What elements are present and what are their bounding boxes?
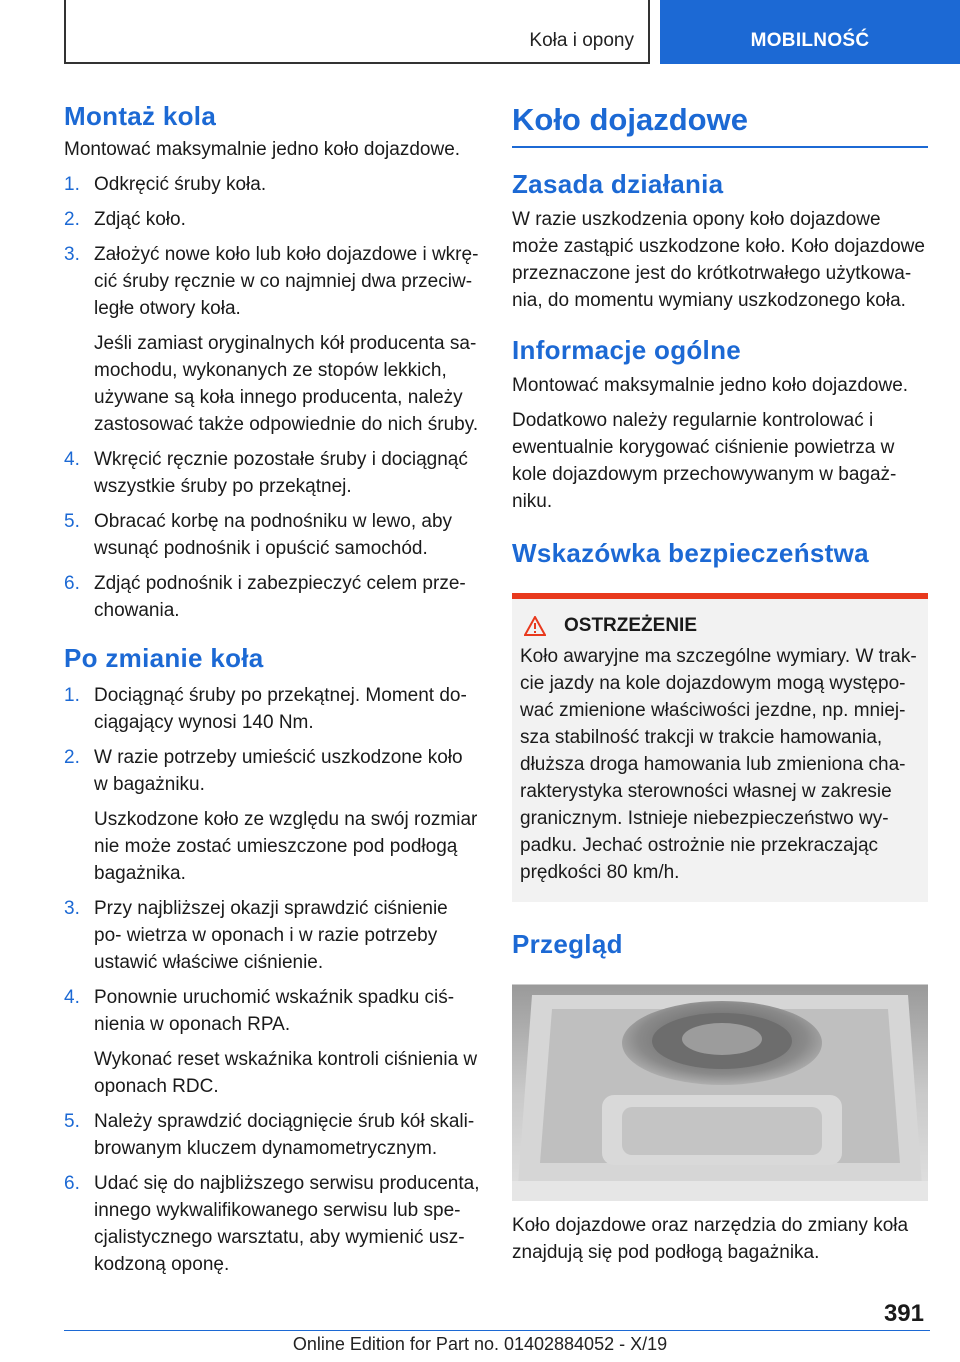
step-number: 3. <box>64 244 80 265</box>
step-number: 3. <box>64 898 80 919</box>
list-item <box>64 171 480 198</box>
list-item <box>64 984 480 1100</box>
step-number: 4. <box>64 987 80 1008</box>
step-note: Jeśli zamiast oryginalnych kół producenta sa‐ mochodu, wykonanych ze stopów lekkich, używane są koła innego producenta, należy zastosować także odpowiednie do nich śruby. <box>94 333 479 435</box>
after-steps-list <box>64 682 480 1278</box>
chapter-title: MOBILNOŚĆ <box>750 30 870 51</box>
step-text: Należy sprawdzić dociągnięcie śrub kół skali‐ browanym kluczem dynamometrycznym. <box>94 1111 475 1159</box>
step-text: Obracać korbę na podnośniku w lewo, aby wsunąć podnośnik i opuścić samochód. <box>94 511 453 559</box>
mount-intro: Montować maksymalnie jedno koło dojazdowe. <box>64 139 461 160</box>
step-number: 1. <box>64 685 80 706</box>
step-number: 2. <box>64 747 80 768</box>
section-title: Koła i opony <box>529 30 634 51</box>
mount-heading: Montaż kola <box>64 101 217 131</box>
general-heading: Informacje ogólne <box>512 335 742 365</box>
step-text: Założyć nowe koło lub koło dojazdowe i wkrę‐ cić śruby ręcznie w co najmniej dwa przeciw‐ ległe otwory koła. <box>94 244 479 319</box>
general-text-1: Montować maksymalnie jedno koło dojazdowe. <box>512 375 909 396</box>
warning-box <box>512 593 928 902</box>
page-title: Koło dojazdowe <box>512 100 928 148</box>
step-text: Ponownie uruchomić wskaźnik spadku ciś‐ nienia w oponach RPA. <box>94 987 455 1035</box>
page-number: 391 <box>883 1300 924 1327</box>
safety-heading: Wskazówka bezpieczeństwa <box>512 538 869 568</box>
page-header <box>0 0 960 66</box>
step-note: Wykonać reset wskaźnika kontroli ciśnienia w oponach RDC. <box>94 1049 478 1097</box>
principle-heading: Zasada działania <box>512 169 724 199</box>
step-number: 1. <box>64 174 80 195</box>
section-tab <box>64 0 650 64</box>
trunk-spare-wheel-photo <box>512 984 928 1200</box>
step-text: Zdjąć podnośnik i zabezpieczyć celem prze‐ chowania. <box>94 573 466 621</box>
step-text: Przy najbliższej okazji sprawdzić ciśnienie po‐ wietrza w oponach i w razie potrzeby ustawić właściwe ciśnienie. <box>94 898 448 973</box>
list-item <box>64 1108 480 1162</box>
overview-caption: Koło dojazdowe oraz narzędzia do zmiany koła znajdują się pod podłogą bagażnika. <box>512 1215 909 1263</box>
step-note: Uszkodzone koło ze względu na swój rozmiar nie może zostać umieszczone pod podłogą bagażnika. <box>94 809 478 884</box>
list-item <box>64 1170 480 1278</box>
step-number: 6. <box>64 573 80 594</box>
after-change-heading: Po zmianie koła <box>64 643 264 673</box>
left-column <box>64 100 480 1286</box>
step-text: Udać się do najbliższego serwisu producenta, innego wykwalifikowanego serwisu lub spe‐ cjalistycznego warsztatu, aby wymienić usz‐ kodzoną oponę. <box>94 1173 480 1275</box>
list-item <box>64 241 480 438</box>
list-item <box>64 744 480 887</box>
step-text: Zdjąć koło. <box>94 209 186 230</box>
overview-heading: Przegląd <box>512 929 623 959</box>
step-number: 4. <box>64 449 80 470</box>
list-item <box>64 206 480 233</box>
warning-triangle-icon <box>524 616 546 636</box>
step-text: W razie potrzeby umieścić uszkodzone koło w bagażniku. <box>94 747 463 795</box>
warning-header <box>524 615 918 637</box>
general-text-2: Dodatkowo należy regularnie kontrolować i ewentualnie korygować ciśnienie powietrza w kole dojazdowym przechowywanym w bagaż‐ niku. <box>512 410 897 512</box>
list-item <box>64 682 480 736</box>
list-item <box>64 570 480 624</box>
step-number: 5. <box>64 511 80 532</box>
step-number: 5. <box>64 1111 80 1132</box>
right-column <box>512 100 928 1266</box>
step-text: Odkręcić śruby koła. <box>94 174 267 195</box>
warning-label: OSTRZEŻENIE <box>564 615 698 636</box>
chapter-tab <box>660 0 960 64</box>
step-text: Wkręcić ręcznie pozostałe śruby i dociągnąć wszystkie śruby po przekątnej. <box>94 449 468 497</box>
warning-text: Koło awaryjne ma szczególne wymiary. W trak‐ cie jazdy na kole dojazdowym mogą występo‐ wać zmienione właściwości jezdne, np. mniej‐ sza stabilność trakcji w trakcie hamowania, dłuższa droga hamowania lub zmieniona cha‐ rakterystyka sterowności własnej w zakresie granicznym. Istnieje niebezpieczeństwo wy‐ padku. Jechać ostrożnie nie przekraczając prędkości 80 km/h. <box>520 646 917 883</box>
step-number: 6. <box>64 1173 80 1194</box>
footer-divider <box>64 1330 930 1331</box>
list-item <box>64 446 480 500</box>
mount-steps-list <box>64 171 480 624</box>
step-text: Dociągnąć śruby po przekątnej. Moment do‐ ciągający wynosi 140 Nm. <box>94 685 467 733</box>
list-item <box>64 508 480 562</box>
edition-note: Online Edition for Part no. 01402884052 - X/19 <box>292 1334 668 1354</box>
principle-text: W razie uszkodzenia opony koło dojazdowe może zastąpić uszkodzone koło. Koło dojazdowe przeznaczone jest do krótkotrwałego użytkowa‐ nia, do momentu wymiany uszkodzonego koła. <box>512 209 925 311</box>
list-item <box>64 895 480 976</box>
step-number: 2. <box>64 209 80 230</box>
